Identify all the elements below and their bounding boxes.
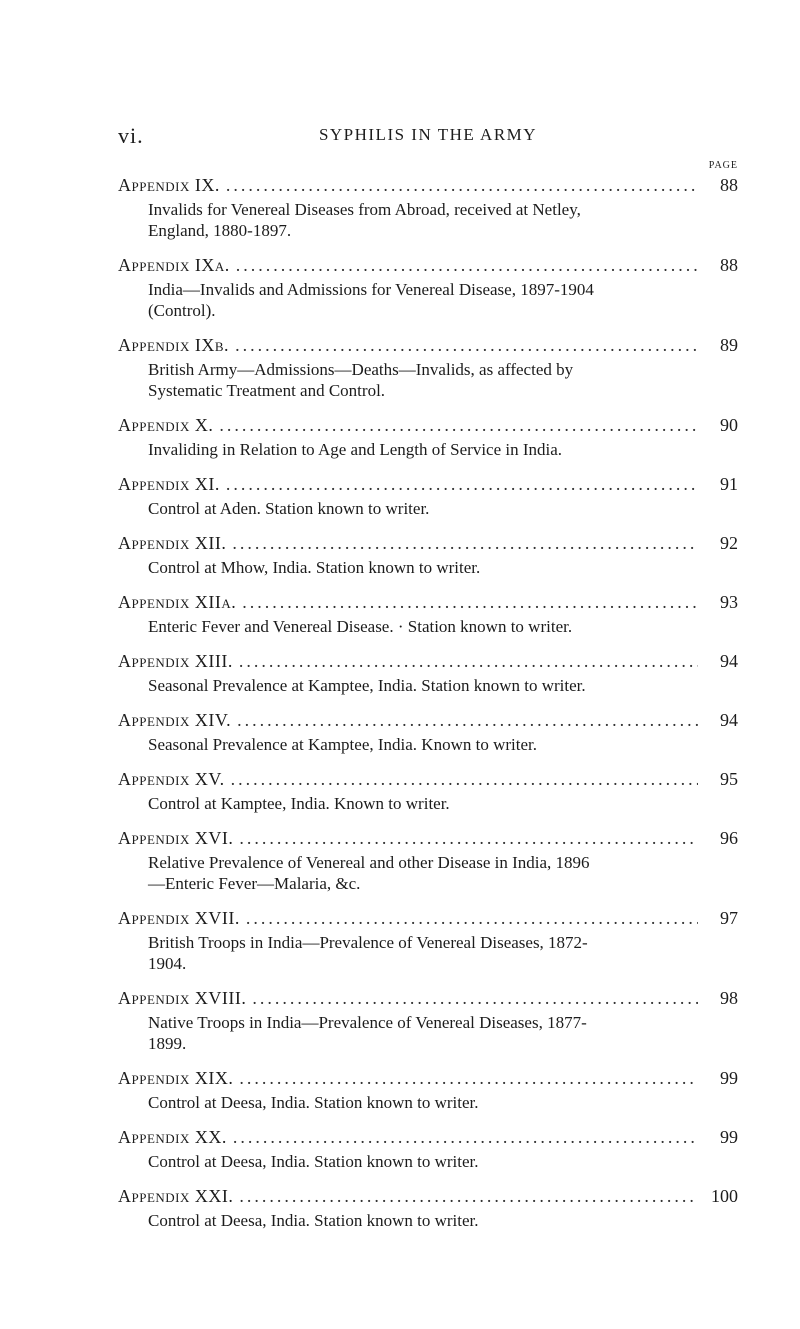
appendix-description bbox=[118, 439, 738, 460]
page-reference: 98 bbox=[720, 988, 738, 1008]
appendix-label: Appendix IXb. bbox=[118, 335, 230, 355]
entry-heading-line bbox=[118, 335, 738, 359]
description-line: England, 1880-1897. bbox=[148, 221, 292, 240]
contents-entry bbox=[118, 1068, 738, 1113]
page-reference: 93 bbox=[720, 592, 738, 612]
entry-heading-line bbox=[118, 769, 738, 793]
entry-heading-line bbox=[118, 1127, 738, 1151]
appendix-description bbox=[118, 734, 738, 755]
description-line: 1899. bbox=[148, 1034, 187, 1053]
appendix-description bbox=[118, 279, 738, 321]
entry-heading-line bbox=[118, 415, 738, 439]
appendix-description bbox=[118, 1092, 738, 1113]
dot-leader bbox=[226, 175, 698, 196]
page-reference: 89 bbox=[720, 335, 738, 355]
entry-heading-line bbox=[118, 1186, 738, 1210]
dot-leader bbox=[239, 828, 698, 849]
appendix-label: Appendix IX. bbox=[118, 175, 220, 195]
appendix-label: Appendix IXa. bbox=[118, 255, 230, 275]
contents-entry bbox=[118, 592, 738, 637]
appendix-label: Appendix XVI. bbox=[118, 828, 234, 848]
appendix-label: Appendix XXI. bbox=[118, 1186, 234, 1206]
dot-leader bbox=[226, 474, 698, 495]
description-line: British Army—Admissions—Deaths—Invalids, as affected by bbox=[148, 360, 574, 379]
running-title: SYPHILIS IN THE ARMY bbox=[318, 125, 538, 144]
page-reference: 95 bbox=[720, 769, 738, 789]
dot-leader bbox=[246, 908, 698, 929]
page-reference: 94 bbox=[720, 651, 738, 671]
entry-heading-line bbox=[118, 908, 738, 932]
contents-entry bbox=[118, 710, 738, 755]
description-line: Control at Kamptee, India. Known to writer. bbox=[148, 794, 450, 813]
dot-leader bbox=[236, 255, 698, 276]
appendix-label: Appendix XI. bbox=[118, 474, 220, 494]
appendix-description bbox=[118, 852, 738, 894]
appendix-description bbox=[118, 498, 738, 519]
page-reference: 94 bbox=[720, 710, 738, 730]
page-reference: 100 bbox=[711, 1186, 738, 1206]
page-reference: 96 bbox=[720, 828, 738, 848]
contents-entry bbox=[118, 988, 738, 1054]
dot-leader bbox=[252, 988, 698, 1009]
appendix-description bbox=[118, 932, 738, 974]
appendix-description bbox=[118, 557, 738, 578]
contents-list bbox=[118, 175, 738, 1245]
appendix-label: Appendix XV. bbox=[118, 769, 225, 789]
page-reference: 91 bbox=[720, 474, 738, 494]
appendix-label: Appendix X. bbox=[118, 415, 214, 435]
entry-heading-line bbox=[118, 175, 738, 199]
description-line: Control at Aden. Station known to writer. bbox=[148, 499, 430, 518]
contents-entry bbox=[118, 651, 738, 696]
page-reference: 97 bbox=[720, 908, 738, 928]
contents-entry bbox=[118, 533, 738, 578]
contents-entry bbox=[118, 828, 738, 894]
description-line: Control at Deesa, India. Station known to writer. bbox=[148, 1152, 479, 1171]
dot-leader bbox=[237, 710, 698, 731]
dot-leader bbox=[239, 651, 698, 672]
description-line: Invalids for Venereal Diseases from Abroad, received at Netley, bbox=[148, 200, 581, 219]
appendix-label: Appendix XVIII. bbox=[118, 988, 247, 1008]
page-number: vi. bbox=[118, 123, 144, 148]
appendix-label: Appendix XIIa. bbox=[118, 592, 237, 612]
appendix-description bbox=[118, 359, 738, 401]
description-line: (Control). bbox=[148, 301, 216, 320]
appendix-label: Appendix XX. bbox=[118, 1127, 227, 1147]
page-reference: 88 bbox=[720, 255, 738, 275]
contents-entry bbox=[118, 415, 738, 460]
entry-heading-line bbox=[118, 592, 738, 616]
page-reference: 99 bbox=[720, 1068, 738, 1088]
dot-leader bbox=[239, 1186, 698, 1207]
contents-entry bbox=[118, 908, 738, 974]
running-header bbox=[118, 123, 738, 151]
page-reference: 90 bbox=[720, 415, 738, 435]
description-line: Invaliding in Relation to Age and Length of Service in India. bbox=[148, 440, 563, 459]
description-line: Control at Deesa, India. Station known to writer. bbox=[148, 1211, 479, 1230]
dot-leader bbox=[235, 335, 698, 356]
description-line: —Enteric Fever—Malaria, &c. bbox=[148, 874, 361, 893]
entry-heading-line bbox=[118, 988, 738, 1012]
contents-entry bbox=[118, 474, 738, 519]
appendix-label: Appendix XIX. bbox=[118, 1068, 234, 1088]
contents-entry bbox=[118, 769, 738, 814]
appendix-label: Appendix XII. bbox=[118, 533, 227, 553]
appendix-description bbox=[118, 616, 738, 637]
page-column-label: PAGE bbox=[708, 160, 738, 171]
dot-leader bbox=[219, 415, 698, 436]
appendix-label: Appendix XIII. bbox=[118, 651, 233, 671]
appendix-description bbox=[118, 1151, 738, 1172]
dot-leader bbox=[239, 1068, 698, 1089]
appendix-label: Appendix XIV. bbox=[118, 710, 232, 730]
description-line: 1904. bbox=[148, 954, 187, 973]
description-line: Control at Mhow, India. Station known to writer. bbox=[148, 558, 481, 577]
entry-heading-line bbox=[118, 710, 738, 734]
appendix-description bbox=[118, 1210, 738, 1231]
dot-leader bbox=[233, 1127, 698, 1148]
entry-heading-line bbox=[118, 255, 738, 279]
dot-leader bbox=[231, 769, 698, 790]
dot-leader bbox=[242, 592, 698, 613]
contents-entry bbox=[118, 1186, 738, 1231]
entry-heading-line bbox=[118, 474, 738, 498]
description-line: Control at Deesa, India. Station known to writer. bbox=[148, 1093, 479, 1112]
page-reference: 88 bbox=[720, 175, 738, 195]
description-line: Native Troops in India—Prevalence of Venereal Diseases, 1877- bbox=[148, 1013, 587, 1032]
dot-leader bbox=[232, 533, 698, 554]
contents-entry bbox=[118, 175, 738, 241]
description-line: Seasonal Prevalence at Kamptee, India. Station known to writer. bbox=[148, 676, 586, 695]
page-reference: 99 bbox=[720, 1127, 738, 1147]
description-line: India—Invalids and Admissions for Venereal Disease, 1897-1904 bbox=[148, 280, 594, 299]
page-reference: 92 bbox=[720, 533, 738, 553]
contents-entry bbox=[118, 335, 738, 401]
appendix-description bbox=[118, 1012, 738, 1054]
contents-entry bbox=[118, 1127, 738, 1172]
description-line: Systematic Treatment and Control. bbox=[148, 381, 386, 400]
entry-heading-line bbox=[118, 828, 738, 852]
description-line: Relative Prevalence of Venereal and other Disease in India, 1896 bbox=[148, 853, 590, 872]
entry-heading-line bbox=[118, 1068, 738, 1092]
description-line: Enteric Fever and Venereal Disease. · Station known to writer. bbox=[148, 617, 573, 636]
contents-entry bbox=[118, 255, 738, 321]
appendix-description bbox=[118, 793, 738, 814]
description-line: Seasonal Prevalence at Kamptee, India. Known to writer. bbox=[148, 735, 537, 754]
appendix-description bbox=[118, 675, 738, 696]
entry-heading-line bbox=[118, 533, 738, 557]
appendix-label: Appendix XVII. bbox=[118, 908, 240, 928]
description-line: British Troops in India—Prevalence of Venereal Diseases, 1872- bbox=[148, 933, 588, 952]
entry-heading-line bbox=[118, 651, 738, 675]
appendix-description bbox=[118, 199, 738, 241]
